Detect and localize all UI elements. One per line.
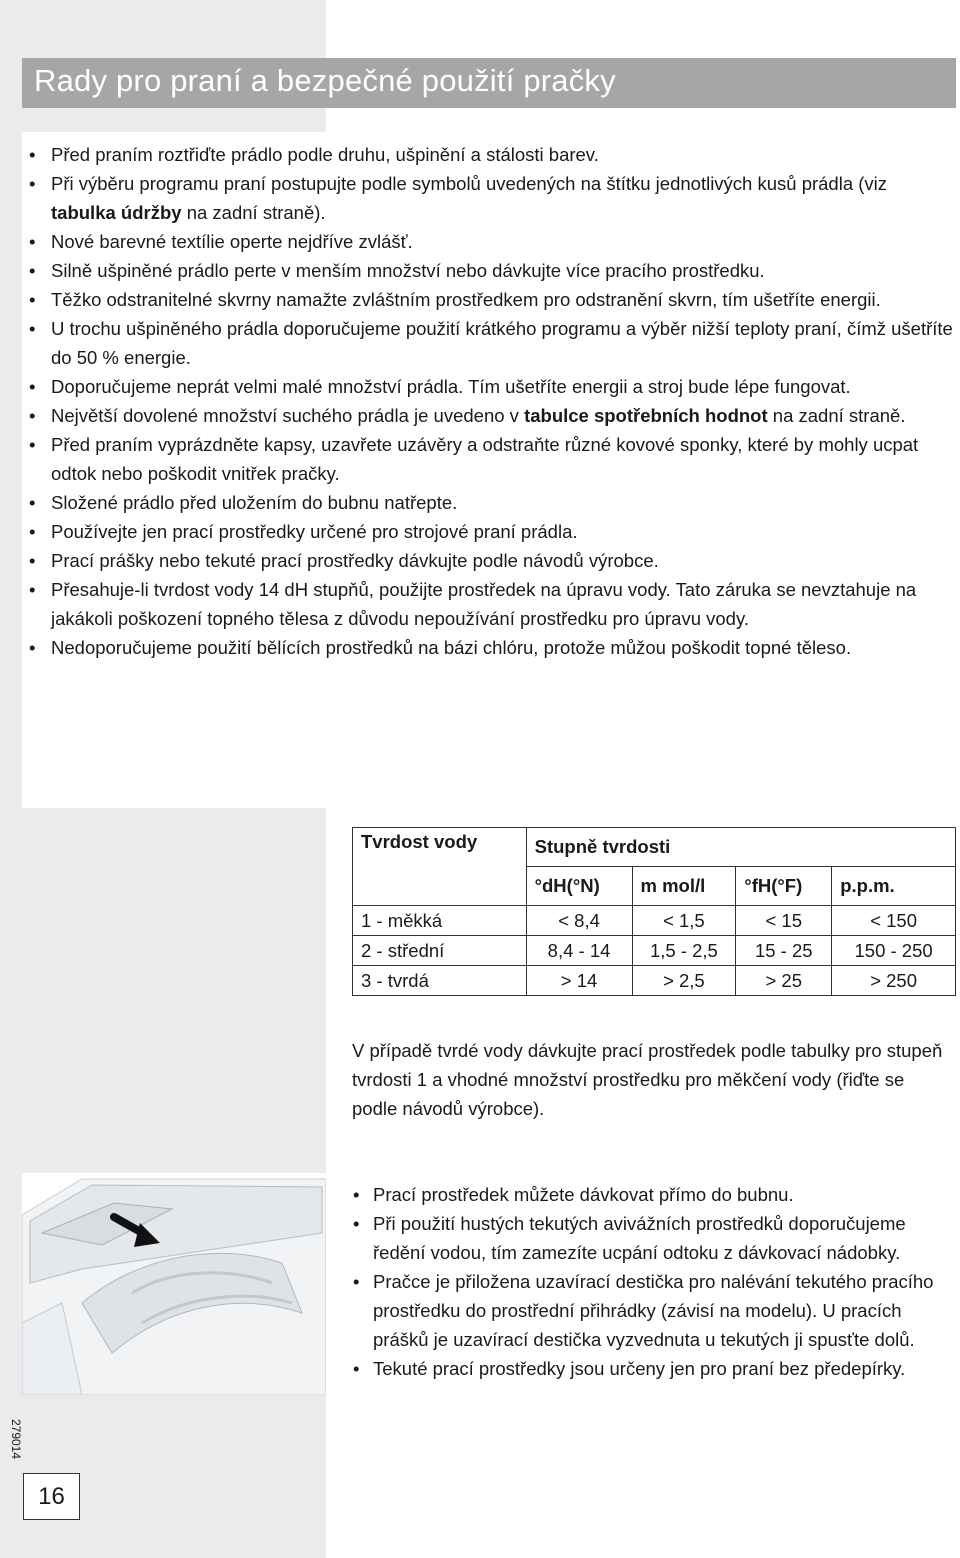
- table-row: [353, 936, 956, 966]
- tip-item: • Silně ušpiněné prádlo perte v menším množství nebo dávkujte více pracího prostředku.: [22, 256, 956, 285]
- tip-item: • Nedoporučujeme použití bělících prostředků na bázi chlóru, protože můžou poškodit topné těleso.: [22, 633, 956, 662]
- table-cell: < 15: [736, 906, 832, 936]
- table-cell: > 25: [736, 966, 832, 996]
- table-cell: > 14: [526, 966, 632, 996]
- page-number: 16: [23, 1473, 80, 1520]
- dispenser-tip-item: • Prací prostředek můžete dávkovat přímo do bubnu.: [346, 1180, 958, 1209]
- table-cell: < 8,4: [526, 906, 632, 936]
- care-table-reference: tabulka údržby: [51, 202, 182, 223]
- water-hardness-table: [352, 827, 956, 996]
- tip-item: • Před praním roztřiďte prádlo podle druhu, ušpinění a stálosti barev.: [22, 140, 956, 169]
- consumption-table-reference: tabulce spotřebních hodnot: [524, 405, 768, 426]
- tip-item: • Největší dovolené množství suchého prádla je uvedeno v tabulce spotřebních hodnot na zadní straně.: [22, 401, 956, 430]
- degrees-group-header: Stupně tvrdosti: [526, 828, 955, 867]
- detergent-drawer-drawing: [22, 1173, 326, 1395]
- washing-tips-panel: [22, 132, 956, 808]
- table-row: [353, 906, 956, 936]
- tip-item: • Složené prádlo před uložením do bubnu natřepte.: [22, 488, 956, 517]
- tip-item: • Před praním vyprázdněte kapsy, uzavřete uzávěry a odstraňte různé kovové sponky, které by mohly ucpat odtok nebo poškodit vnitřek pračky.: [22, 430, 956, 488]
- tip-item: • Při výběru programu praní postupujte podle symbolů uvedených na štítku jednotlivých kusů prádla (viz tabulka údržby na zadní straně).: [22, 169, 956, 227]
- table-cell: 15 - 25: [736, 936, 832, 966]
- table-cell: 150 - 250: [832, 936, 956, 966]
- tip-item: • Používejte jen prací prostředky určené pro strojové praní prádla.: [22, 517, 956, 546]
- tip-item: • U trochu ušpiněného prádla doporučujeme použití krátkého programu a výběr nižší teploty praní, čímž ušetříte do 50 % energie.: [22, 314, 956, 372]
- tip-item: • Těžko odstranitelné skvrny namažte zvláštním prostředkem pro odstranění skvrn, tím ušetříte energii.: [22, 285, 956, 314]
- dispenser-tip-item: • Pračce je přiložena uzavírací destička pro nalévání tekutého pracího prostředku do prostřední přihrádky (závisí na modelu). U pracích prášků je uzavírací destička vyzvednuta u tekutých ji spusťte dolů.: [346, 1267, 958, 1354]
- unit-header: p.p.m.: [832, 867, 956, 906]
- unit-header: m mol/l: [632, 867, 736, 906]
- hardness-header: Tvrdost vody: [353, 828, 527, 906]
- table-cell: < 1,5: [632, 906, 736, 936]
- row-label: 1 - měkká: [353, 906, 527, 936]
- table-cell: 1,5 - 2,5: [632, 936, 736, 966]
- row-label: 2 - střední: [353, 936, 527, 966]
- tip-item: • Doporučujeme neprát velmi malé množství prádla. Tím ušetříte energii a stroj bude lépe fungovat.: [22, 372, 956, 401]
- row-label: 3 - tvrdá: [353, 966, 527, 996]
- document-code: 279014: [9, 1418, 23, 1460]
- washing-tips-list: [22, 140, 956, 662]
- table-cell: > 250: [832, 966, 956, 996]
- detergent-drawer-illustration: [22, 1173, 326, 1395]
- dispenser-tips: [346, 1180, 958, 1383]
- tip-item: • Nové barevné textílie operte nejdříve zvlášť.: [22, 227, 956, 256]
- dispenser-tip-item: • Při použití hustých tekutých avivážních prostředků doporučujeme ředění vodou, tím zamezíte ucpání odtoku z dávkovací nádobky.: [346, 1209, 958, 1267]
- tip-item: • Prací prášky nebo tekuté prací prostředky dávkujte podle návodů výrobce.: [22, 546, 956, 575]
- dispenser-tips-list: [346, 1180, 958, 1383]
- title-bar: [22, 58, 956, 108]
- hard-water-note: V případě tvrdé vody dávkujte prací prostředek podle tabulky pro stupeň tvrdosti 1 a vhodné množství prostředku pro měkčení vody (řiďte se podle návodů výrobce).: [352, 1040, 943, 1119]
- table-row: [353, 966, 956, 996]
- unit-header: °fH(°F): [736, 867, 832, 906]
- table-cell: 8,4 - 14: [526, 936, 632, 966]
- table-cell: < 150: [832, 906, 956, 936]
- dispenser-tip-item: • Tekuté prací prostředky jsou určeny jen pro praní bez předepírky.: [346, 1354, 958, 1383]
- page-title: Rady pro praní a bezpečné použití pračky: [34, 63, 616, 98]
- tip-item: • Přesahuje-li tvrdost vody 14 dH stupňů, použijte prostředek na úpravu vody. Tato záruka se nevztahuje na jakákoli poškození topného tělesa z důvodu nepoužívání prostředku pro úpravu vody.: [22, 575, 956, 633]
- table-cell: > 2,5: [632, 966, 736, 996]
- unit-header: °dH(°N): [526, 867, 632, 906]
